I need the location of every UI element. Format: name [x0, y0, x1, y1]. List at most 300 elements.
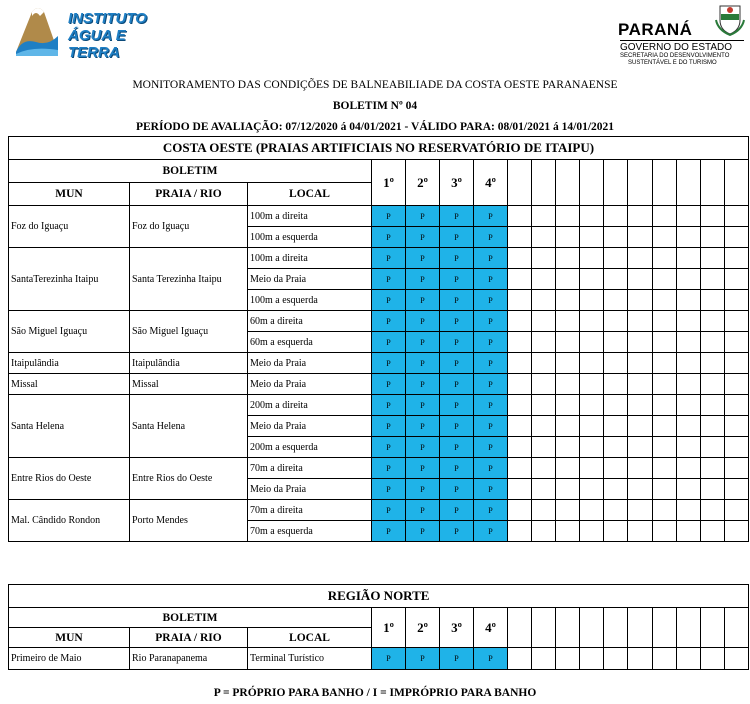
local-cell: 100m a esquerda	[248, 227, 372, 248]
status-cell: P	[372, 332, 406, 353]
empty-cell	[652, 227, 676, 248]
empty-cell	[652, 353, 676, 374]
local-cell: Meio da Praia	[248, 374, 372, 395]
empty-cell	[652, 332, 676, 353]
status-cell: P	[372, 521, 406, 542]
empty-cell	[580, 374, 604, 395]
status-cell: P	[474, 416, 508, 437]
mun-cell: Entre Rios do Oeste	[9, 458, 130, 500]
empty-cell	[676, 395, 700, 416]
empty-cell	[700, 395, 724, 416]
mountain-logo-icon	[12, 2, 62, 58]
empty-cell	[724, 290, 748, 311]
empty-cell	[556, 311, 580, 332]
empty-cell	[556, 269, 580, 290]
empty-cell	[604, 395, 628, 416]
empty-cell	[700, 374, 724, 395]
table-row	[9, 374, 749, 395]
praia-cell: Itaipulândia	[130, 353, 248, 374]
mun-cell: Mal. Cândido Rondon	[9, 500, 130, 542]
empty-cell	[508, 269, 532, 290]
status-cell: P	[372, 269, 406, 290]
empty-cell	[508, 248, 532, 269]
empty-cell	[676, 500, 700, 521]
empty-cell	[676, 206, 700, 227]
status-cell: P	[440, 353, 474, 374]
report-title: MONITORAMENTO DAS CONDIÇÕES DE BALNEABILIADE DA COSTA OESTE PARANAENSE	[132, 79, 618, 91]
empty-cell	[604, 437, 628, 458]
costa-oeste-table	[8, 136, 749, 542]
empty-cell	[580, 458, 604, 479]
empty-cell	[532, 332, 556, 353]
local-cell: 60m a esquerda	[248, 332, 372, 353]
empty-cell	[724, 500, 748, 521]
empty-cell	[532, 479, 556, 500]
empty-cell	[628, 374, 652, 395]
mun-header: MUN	[9, 628, 130, 648]
status-cell: P	[372, 395, 406, 416]
empty-cell	[604, 458, 628, 479]
status-cell: P	[440, 437, 474, 458]
empty-cell	[532, 227, 556, 248]
table-row	[9, 395, 749, 416]
status-cell: P	[474, 248, 508, 269]
empty-cell	[604, 206, 628, 227]
logo-brand-text: INSTITUTO ÁGUA E TERRA	[68, 10, 147, 61]
empty-cell	[724, 160, 748, 206]
status-cell: P	[440, 374, 474, 395]
local-cell: Meio da Praia	[248, 479, 372, 500]
empty-cell	[700, 500, 724, 521]
table-row	[9, 648, 749, 670]
empty-cell	[700, 437, 724, 458]
empty-cell	[556, 227, 580, 248]
empty-cell	[604, 521, 628, 542]
empty-cell	[724, 437, 748, 458]
empty-cell	[604, 353, 628, 374]
local-header: LOCAL	[248, 628, 372, 648]
instituto-agua-terra-logo	[8, 0, 148, 62]
empty-cell	[628, 395, 652, 416]
status-cell: P	[440, 269, 474, 290]
empty-cell	[724, 332, 748, 353]
empty-cell	[508, 227, 532, 248]
empty-cell	[676, 437, 700, 458]
empty-cell	[700, 206, 724, 227]
praia-cell: Missal	[130, 374, 248, 395]
empty-cell	[628, 608, 652, 648]
section-title: REGIÃO NORTE	[9, 585, 749, 608]
empty-cell	[580, 311, 604, 332]
status-cell: P	[406, 416, 440, 437]
status-cell: P	[406, 332, 440, 353]
status-cell: P	[440, 416, 474, 437]
status-cell: P	[474, 332, 508, 353]
empty-cell	[556, 479, 580, 500]
empty-cell	[556, 332, 580, 353]
empty-cell	[700, 608, 724, 648]
local-cell: Meio da Praia	[248, 353, 372, 374]
empty-cell	[604, 608, 628, 648]
empty-cell	[580, 332, 604, 353]
empty-cell	[676, 374, 700, 395]
empty-cell	[628, 206, 652, 227]
table-row	[9, 458, 749, 479]
empty-cell	[580, 500, 604, 521]
status-cell: P	[406, 206, 440, 227]
empty-cell	[724, 608, 748, 648]
empty-cell	[676, 353, 700, 374]
mun-cell: Primeiro de Maio	[9, 648, 130, 670]
status-cell: P	[372, 648, 406, 670]
table-row	[9, 311, 749, 332]
empty-cell	[508, 311, 532, 332]
status-cell: P	[406, 500, 440, 521]
empty-cell	[508, 290, 532, 311]
empty-cell	[676, 311, 700, 332]
empty-cell	[508, 160, 532, 206]
empty-cell	[628, 332, 652, 353]
empty-cell	[508, 353, 532, 374]
empty-cell	[532, 648, 556, 670]
mun-cell: Missal	[9, 374, 130, 395]
empty-cell	[700, 311, 724, 332]
empty-cell	[724, 458, 748, 479]
empty-cell	[676, 479, 700, 500]
mun-cell: Santa Helena	[9, 395, 130, 458]
empty-cell	[700, 160, 724, 206]
status-cell: P	[372, 227, 406, 248]
empty-cell	[580, 248, 604, 269]
week-header: 1º	[372, 160, 406, 206]
empty-cell	[700, 269, 724, 290]
empty-cell	[724, 521, 748, 542]
status-cell: P	[474, 353, 508, 374]
status-cell: P	[406, 458, 440, 479]
status-cell: P	[406, 395, 440, 416]
empty-cell	[532, 416, 556, 437]
local-cell: 70m a direita	[248, 500, 372, 521]
mun-header: MUN	[9, 183, 130, 206]
empty-cell	[628, 458, 652, 479]
week-header: 3º	[440, 160, 474, 206]
empty-cell	[604, 269, 628, 290]
mun-cell: São Miguel Iguaçu	[9, 311, 130, 353]
empty-cell	[652, 416, 676, 437]
empty-cell	[652, 290, 676, 311]
praia-cell: Santa Helena	[130, 395, 248, 458]
empty-cell	[604, 374, 628, 395]
empty-cell	[700, 248, 724, 269]
parana-title: PARANÁ	[618, 20, 693, 39]
status-cell: P	[406, 437, 440, 458]
week-header: 3º	[440, 608, 474, 648]
empty-cell	[700, 416, 724, 437]
empty-cell	[676, 290, 700, 311]
empty-cell	[628, 160, 652, 206]
empty-cell	[700, 521, 724, 542]
status-cell: P	[440, 290, 474, 311]
status-cell: P	[406, 311, 440, 332]
praia-cell: Foz do Iguaçu	[130, 206, 248, 248]
empty-cell	[508, 458, 532, 479]
local-cell: 70m a direita	[248, 458, 372, 479]
empty-cell	[556, 248, 580, 269]
governo-parana-logo	[616, 0, 748, 72]
bulletin-number: BOLETIM Nº 04	[332, 100, 418, 112]
praia-header: PRAIA / RIO	[130, 183, 248, 206]
empty-cell	[652, 458, 676, 479]
week-header: 1º	[372, 608, 406, 648]
evaluation-period: PERÍODO DE AVALIAÇÃO: 07/12/2020 á 04/01/2021 - VÁLIDO PARA: 08/01/2021 á 14/01/2021	[135, 121, 615, 133]
coat-of-arms-icon	[712, 0, 748, 36]
empty-cell	[652, 437, 676, 458]
week-header: 4º	[474, 160, 508, 206]
status-cell: P	[440, 500, 474, 521]
local-cell: 60m a direita	[248, 311, 372, 332]
empty-cell	[580, 206, 604, 227]
status-cell: P	[372, 353, 406, 374]
status-cell: P	[406, 353, 440, 374]
empty-cell	[628, 290, 652, 311]
empty-cell	[652, 395, 676, 416]
mun-cell: SantaTerezinha Itaipu	[9, 248, 130, 311]
empty-cell	[508, 479, 532, 500]
table-row	[9, 206, 749, 227]
status-cell: P	[474, 269, 508, 290]
empty-cell	[652, 311, 676, 332]
empty-cell	[628, 416, 652, 437]
empty-cell	[532, 458, 556, 479]
status-cell: P	[474, 648, 508, 670]
empty-cell	[580, 608, 604, 648]
empty-cell	[556, 290, 580, 311]
empty-cell	[700, 290, 724, 311]
status-cell: P	[474, 290, 508, 311]
boletim-header: BOLETIM	[9, 608, 372, 628]
local-cell: Terminal Turístico	[248, 648, 372, 670]
empty-cell	[532, 353, 556, 374]
empty-cell	[556, 395, 580, 416]
local-cell: 100m a esquerda	[248, 290, 372, 311]
local-cell: Meio da Praia	[248, 416, 372, 437]
week-header: 2º	[406, 608, 440, 648]
empty-cell	[724, 269, 748, 290]
empty-cell	[676, 458, 700, 479]
empty-cell	[532, 521, 556, 542]
empty-cell	[628, 353, 652, 374]
praia-cell: Santa Terezinha Itaipu	[130, 248, 248, 311]
empty-cell	[556, 160, 580, 206]
empty-cell	[700, 227, 724, 248]
status-cell: P	[406, 648, 440, 670]
status-cell: P	[440, 332, 474, 353]
table-row	[9, 248, 749, 269]
empty-cell	[556, 416, 580, 437]
empty-cell	[652, 500, 676, 521]
empty-cell	[556, 648, 580, 670]
empty-cell	[724, 416, 748, 437]
praia-cell: Porto Mendes	[130, 500, 248, 542]
empty-cell	[604, 332, 628, 353]
status-cell: P	[372, 311, 406, 332]
empty-cell	[580, 353, 604, 374]
empty-cell	[556, 374, 580, 395]
status-cell: P	[406, 269, 440, 290]
local-cell: 100m a direita	[248, 248, 372, 269]
empty-cell	[676, 608, 700, 648]
empty-cell	[580, 395, 604, 416]
empty-cell	[604, 311, 628, 332]
empty-cell	[676, 160, 700, 206]
status-cell: P	[474, 374, 508, 395]
empty-cell	[532, 248, 556, 269]
status-cell: P	[372, 416, 406, 437]
empty-cell	[676, 227, 700, 248]
status-cell: P	[406, 521, 440, 542]
status-cell: P	[372, 374, 406, 395]
empty-cell	[580, 416, 604, 437]
empty-cell	[580, 160, 604, 206]
status-cell: P	[474, 227, 508, 248]
status-cell: P	[406, 227, 440, 248]
empty-cell	[508, 648, 532, 670]
empty-cell	[652, 269, 676, 290]
empty-cell	[652, 374, 676, 395]
empty-cell	[676, 521, 700, 542]
status-cell: P	[474, 458, 508, 479]
empty-cell	[604, 248, 628, 269]
empty-cell	[700, 648, 724, 670]
empty-cell	[652, 206, 676, 227]
empty-cell	[628, 521, 652, 542]
empty-cell	[580, 269, 604, 290]
empty-cell	[628, 479, 652, 500]
praia-cell: Entre Rios do Oeste	[130, 458, 248, 500]
status-cell: P	[440, 648, 474, 670]
table-row	[9, 353, 749, 374]
empty-cell	[628, 437, 652, 458]
empty-cell	[652, 160, 676, 206]
status-cell: P	[406, 248, 440, 269]
empty-cell	[604, 227, 628, 248]
empty-cell	[604, 500, 628, 521]
status-cell: P	[474, 206, 508, 227]
status-cell: P	[372, 479, 406, 500]
status-cell: P	[440, 395, 474, 416]
empty-cell	[604, 290, 628, 311]
empty-cell	[724, 227, 748, 248]
empty-cell	[532, 269, 556, 290]
empty-cell	[652, 248, 676, 269]
empty-cell	[508, 332, 532, 353]
empty-cell	[676, 648, 700, 670]
empty-cell	[556, 521, 580, 542]
empty-cell	[556, 206, 580, 227]
empty-cell	[580, 437, 604, 458]
week-header: 2º	[406, 160, 440, 206]
empty-cell	[700, 458, 724, 479]
empty-cell	[724, 479, 748, 500]
mun-cell: Foz do Iguaçu	[9, 206, 130, 248]
status-cell: P	[440, 206, 474, 227]
status-cell: P	[440, 521, 474, 542]
empty-cell	[532, 395, 556, 416]
empty-cell	[604, 416, 628, 437]
governo-estado-label: GOVERNO DO ESTADO	[620, 40, 744, 53]
local-cell: 70m a esquerda	[248, 521, 372, 542]
status-cell: P	[440, 311, 474, 332]
empty-cell	[604, 479, 628, 500]
status-cell: P	[474, 437, 508, 458]
status-cell: P	[440, 458, 474, 479]
empty-cell	[700, 353, 724, 374]
empty-cell	[508, 395, 532, 416]
empty-cell	[628, 269, 652, 290]
empty-cell	[508, 521, 532, 542]
empty-cell	[508, 416, 532, 437]
status-cell: P	[474, 395, 508, 416]
empty-cell	[508, 374, 532, 395]
empty-cell	[532, 608, 556, 648]
regiao-norte-table	[8, 584, 749, 670]
empty-cell	[724, 248, 748, 269]
empty-cell	[508, 608, 532, 648]
local-cell: 100m a direita	[248, 206, 372, 227]
empty-cell	[724, 648, 748, 670]
empty-cell	[556, 458, 580, 479]
legend: P = PRÓPRIO PARA BANHO / I = IMPRÓPRIO PARA BANHO	[213, 687, 537, 699]
empty-cell	[580, 521, 604, 542]
empty-cell	[508, 206, 532, 227]
section-title: COSTA OESTE (PRAIAS ARTIFICIAIS NO RESERVATÓRIO DE ITAIPU)	[9, 137, 749, 160]
praia-cell: São Miguel Iguaçu	[130, 311, 248, 353]
table-row	[9, 500, 749, 521]
empty-cell	[532, 290, 556, 311]
empty-cell	[580, 227, 604, 248]
empty-cell	[556, 353, 580, 374]
empty-cell	[556, 437, 580, 458]
status-cell: P	[372, 458, 406, 479]
boletim-header: BOLETIM	[9, 160, 372, 183]
local-cell: 200m a esquerda	[248, 437, 372, 458]
status-cell: P	[406, 374, 440, 395]
empty-cell	[676, 248, 700, 269]
empty-cell	[532, 374, 556, 395]
status-cell: P	[372, 248, 406, 269]
empty-cell	[532, 160, 556, 206]
local-header: LOCAL	[248, 183, 372, 206]
empty-cell	[724, 206, 748, 227]
empty-cell	[604, 648, 628, 670]
empty-cell	[532, 206, 556, 227]
empty-cell	[532, 500, 556, 521]
empty-cell	[556, 608, 580, 648]
status-cell: P	[372, 437, 406, 458]
empty-cell	[532, 311, 556, 332]
empty-cell	[628, 648, 652, 670]
empty-cell	[700, 479, 724, 500]
local-cell: Meio da Praia	[248, 269, 372, 290]
praia-header: PRAIA / RIO	[130, 628, 248, 648]
empty-cell	[724, 311, 748, 332]
empty-cell	[652, 521, 676, 542]
empty-cell	[580, 479, 604, 500]
empty-cell	[652, 648, 676, 670]
local-cell: 200m a direita	[248, 395, 372, 416]
status-cell: P	[440, 479, 474, 500]
empty-cell	[580, 648, 604, 670]
